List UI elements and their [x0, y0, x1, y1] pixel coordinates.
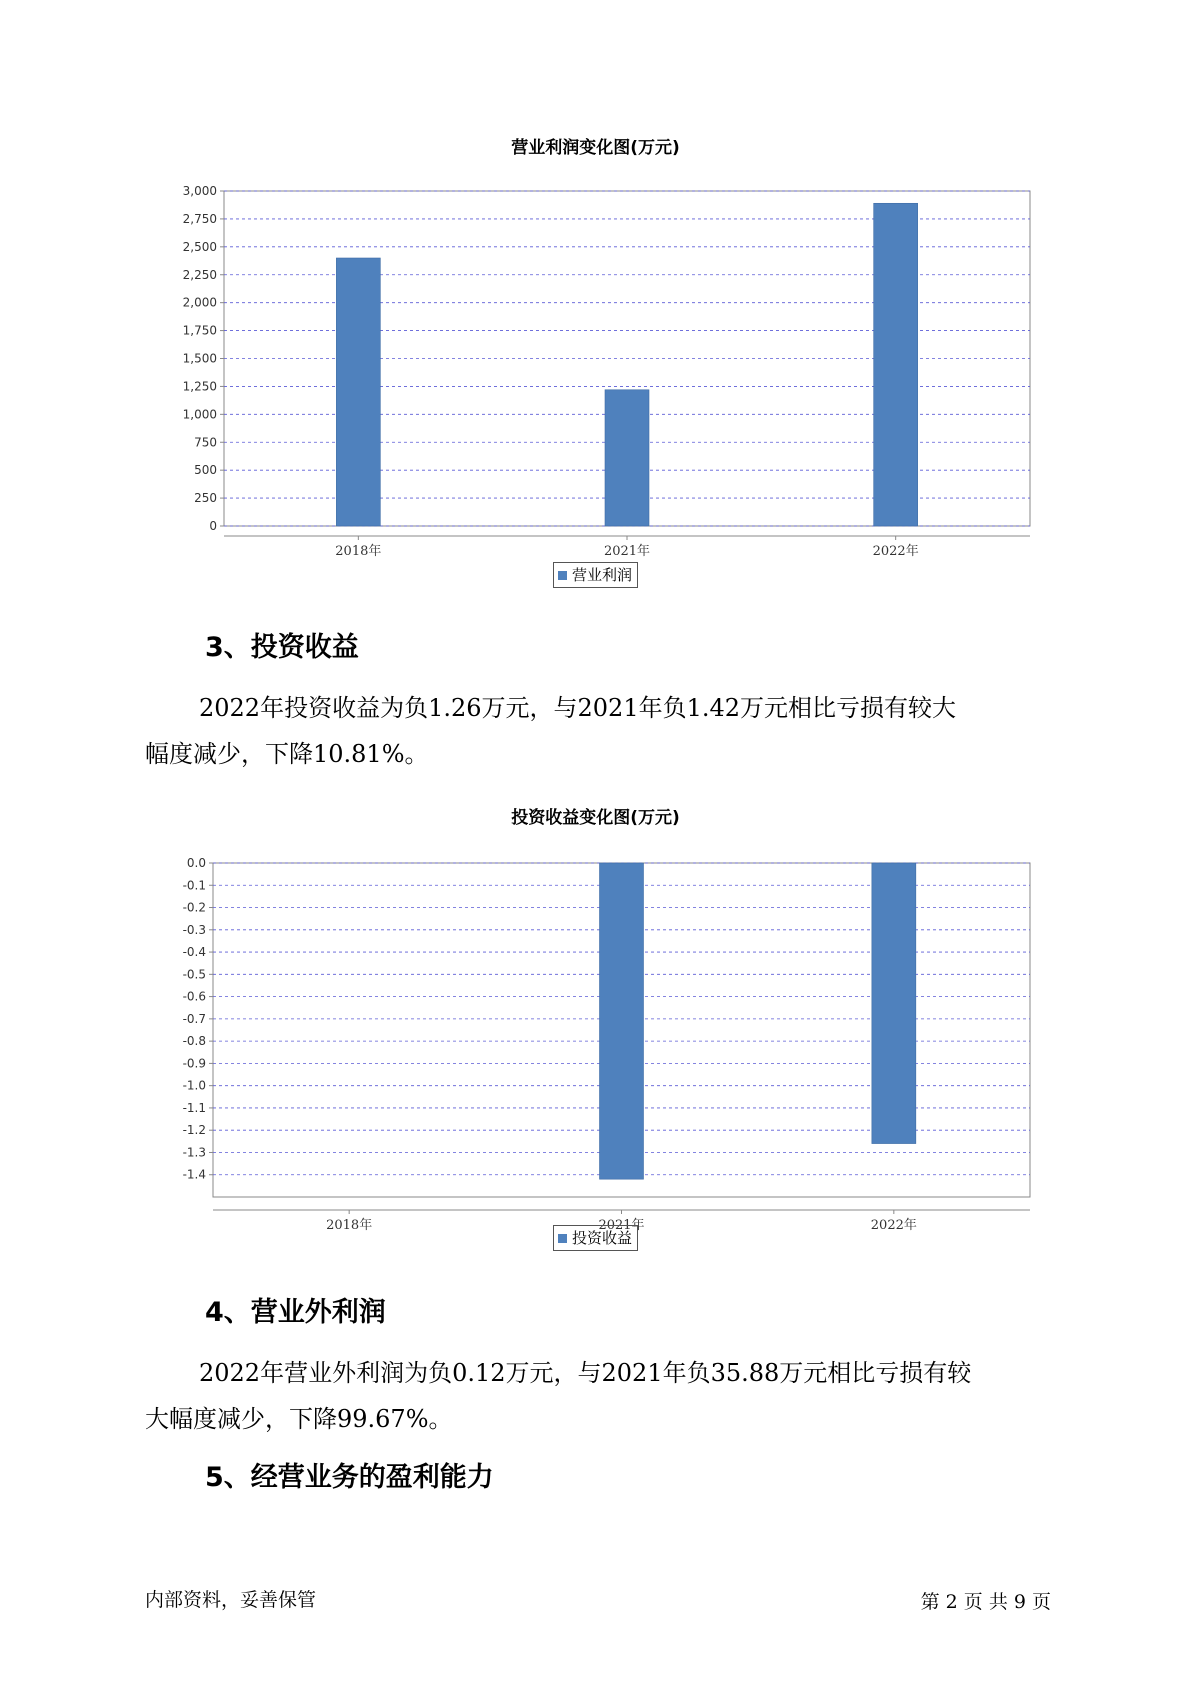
y-tick-label: -1.4	[182, 1167, 206, 1182]
chart1-title: 营业利润变化图(万元)	[511, 138, 680, 158]
section3-heading: 3、投资收益	[205, 632, 359, 663]
x-tick-label: 2022年	[872, 544, 919, 559]
y-tick-label: 1,250	[182, 379, 217, 394]
y-tick-label: -0.3	[182, 922, 206, 937]
legend-swatch	[558, 1234, 567, 1243]
y-tick-label: -0.5	[182, 967, 206, 982]
y-tick-label: -0.2	[182, 900, 206, 915]
y-tick-label: 2,750	[182, 211, 217, 226]
x-tick-label: 2021年	[598, 1218, 645, 1233]
section4-line1: 2022年营业外利润为负0.12万元，与2021年负35.88万元相比亏损有较	[199, 1359, 972, 1387]
y-tick-label: -0.8	[182, 1034, 206, 1049]
chart2-title: 投资收益变化图(万元)	[511, 808, 680, 828]
y-tick-label: -0.1	[182, 878, 206, 893]
y-tick-label: 500	[194, 463, 217, 478]
y-tick-label: 1,500	[182, 351, 217, 366]
y-tick-label: 2,250	[182, 267, 217, 282]
y-tick-label: 1,000	[182, 407, 217, 422]
section5-heading: 5、经营业务的盈利能力	[205, 1462, 494, 1493]
y-tick-label: -1.3	[182, 1145, 206, 1160]
section3-line2: 幅度减少，下降10.81%。	[145, 740, 429, 768]
y-tick-label: 2,500	[182, 239, 217, 254]
chart1-legend	[553, 562, 638, 588]
y-tick-label: 3,000	[182, 184, 217, 198]
y-tick-label: -1.0	[182, 1078, 206, 1093]
y-tick-label: -0.9	[182, 1056, 206, 1071]
chart2-legend	[553, 1225, 638, 1251]
chart2-legend-label: 投资收益	[572, 1229, 633, 1247]
bar	[600, 863, 644, 1179]
bar	[336, 258, 380, 526]
y-tick-label: -0.6	[182, 989, 206, 1004]
x-tick-label: 2018年	[326, 1218, 373, 1233]
y-tick-label: 250	[194, 491, 217, 506]
operating-profit-chart	[0, 170, 1191, 690]
legend-swatch	[558, 571, 567, 580]
x-tick-label: 2022年	[870, 1218, 917, 1233]
section4-paragraph	[145, 1350, 1065, 1442]
y-tick-label: 0	[209, 519, 217, 533]
y-tick-label: 0.0	[186, 856, 206, 870]
y-tick-label: -1.2	[182, 1123, 206, 1138]
x-tick-label: 2021年	[603, 544, 651, 559]
section4-heading: 4、营业外利润	[205, 1297, 386, 1328]
investment-income-chart	[0, 835, 1191, 1355]
bar	[874, 203, 918, 526]
section4-line2: 大幅度减少，下降99.67%。	[145, 1405, 453, 1433]
y-tick-label: 1,750	[182, 323, 217, 338]
y-tick-label: -0.7	[182, 1011, 206, 1026]
y-tick-label: -0.4	[182, 945, 206, 960]
x-tick-label: 2018年	[335, 544, 382, 559]
section3-line1: 2022年投资收益为负1.26万元，与2021年负1.42万元相比亏损有较大	[199, 694, 957, 722]
chart1-legend-label: 营业利润	[572, 566, 633, 584]
footer-confidential: 内部资料，妥善保管	[145, 1589, 317, 1611]
section3-paragraph	[145, 685, 1065, 777]
bar	[605, 390, 649, 526]
footer-page-number: 第 2 页 共 9 页	[920, 1591, 1051, 1613]
y-tick-label: -1.1	[182, 1100, 206, 1115]
y-tick-label: 750	[194, 435, 217, 450]
y-tick-label: 2,000	[182, 295, 217, 310]
bar	[872, 863, 916, 1144]
